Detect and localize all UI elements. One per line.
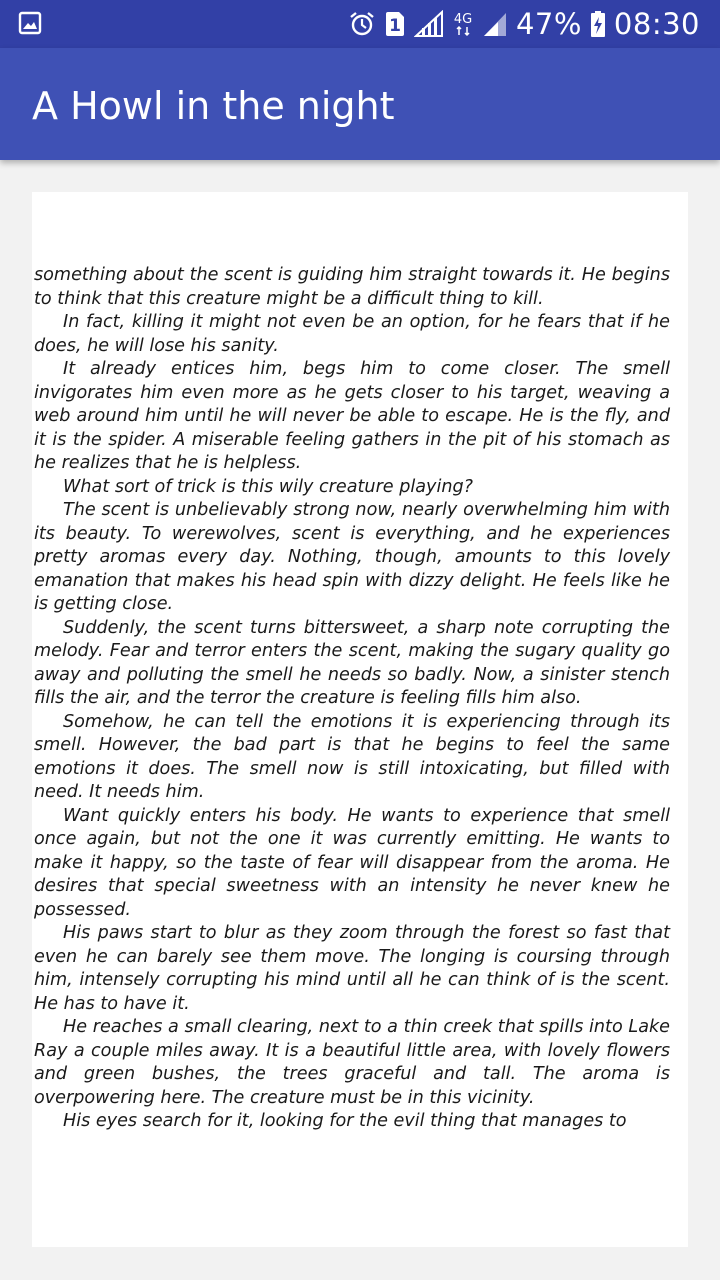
page-title: A Howl in the night (32, 84, 395, 128)
network-label: 4G (453, 12, 473, 27)
paragraph: His eyes search for it, looking for the evil thing that manages to (63, 1111, 627, 1131)
paragraph: Suddenly, the scent turns bittersweet, a sharp note corrupting the melody. Fear and terror enters the scent, making the sugary quality go away and polluting the smell he needs so badly. Now, a sinister stench fills the air, and the terror the creature is feeling fills him also. (34, 617, 670, 708)
page-text (34, 264, 670, 1134)
signal-icon (414, 10, 444, 38)
app-bar (0, 48, 720, 160)
clock: 08:30 (613, 7, 700, 41)
battery-charging-icon (590, 10, 606, 38)
battery-percent: 47% (515, 7, 582, 41)
signal-strength-icon (482, 10, 508, 38)
gallery-notification-icon (18, 11, 42, 35)
network-4g-icon (452, 10, 474, 38)
paragraph: It already entices him, begs him to come closer. The smell invigorates him even more as he gets closer to his target, weaving a web around him until he will never be able to escape. He is the fly, and it is the spider. A miserable feeling gathers in the pit of his stomach as he realizes that he is helpless. (34, 359, 670, 473)
alarm-icon (348, 10, 376, 38)
paragraph: His paws start to blur as they zoom through the forest so fast that even he can barely see them move. The longing is coursing through him, intensely corrupting his mind until all he can think of is the scent. He has to have it. (34, 923, 670, 1014)
reader-page[interactable] (32, 192, 688, 1247)
sim-1-icon (384, 10, 406, 38)
paragraph: Somehow, he can tell the emotions it is experiencing through its smell. However, the bad part is that he begins to feel the same emotions it does. The smell now is still intoxicating, but filled with need. It needs him. (34, 711, 670, 802)
paragraph: Want quickly enters his body. He wants to experience that smell once again, but not the one it was currently emitting. He wants to make it happy, so the taste of fear will disappear from the aroma. He desires that special sweetness with an intensity he never knew he possessed. (34, 805, 670, 920)
paragraph: The scent is unbelievably strong now, nearly overwhelming him with its beauty. To werewolves, scent is everything, and he experiences pretty aromas every day. Nothing, though, amounts to this lovely emanation that makes his head spin with dizzy delight. He feels like he is getting close. (34, 500, 670, 614)
sim-label: 1 (389, 16, 401, 36)
paragraph: He reaches a small clearing, next to a thin creek that spills into Lake Ray a couple miles away. It is a beautiful little area, with lovely flowers and green bushes, the trees graceful and tall. The aroma is overpowering here. The creature must be in this vicinity. (34, 1017, 670, 1108)
status-bar (0, 0, 720, 48)
paragraph: something about the scent is guiding him straight towards it. He begins to think that this creature might be a difficult thing to kill. (34, 265, 670, 309)
paragraph: What sort of trick is this wily creature playing? (63, 476, 474, 497)
status-icons (348, 0, 700, 48)
paragraph: In fact, killing it might not even be an option, for he fears that if he does, he will lose his sanity. (34, 312, 670, 356)
